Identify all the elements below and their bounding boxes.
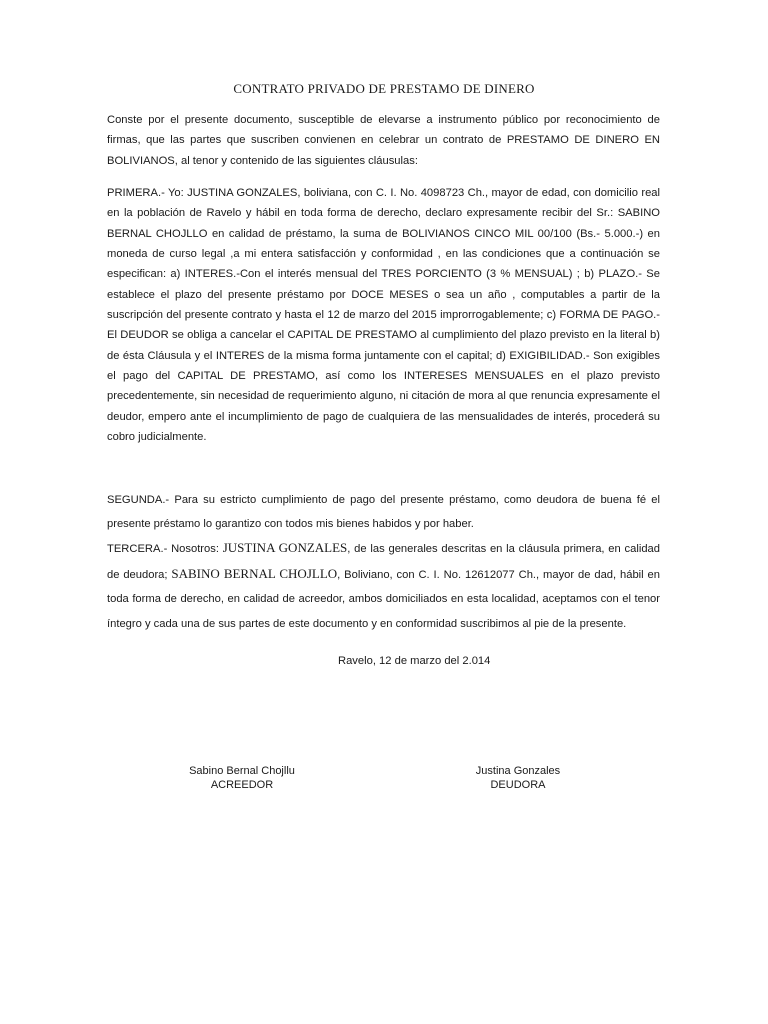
acreedor-name: SABINO BERNAL CHOJLLO	[171, 565, 338, 581]
signature-block-deudora	[458, 764, 578, 792]
intro-paragraph: Conste por el presente documento, susceptible de elevarse a instrumento público por reconocimiento de firmas, que las partes que suscriben convienen en celebrar un contrato de PRESTAMO DE DINERO EN BOLIVIANOS, al tenor y contenido de las siguientes cláusulas:	[107, 114, 660, 167]
tercera-text-3: , Boliviano, con C. I. No. 12612077 Ch., mayor de dad, hábil en toda forma de derecho, en calidad de acreedor, ambos domiciliados en esta localidad, aceptamos con el tenor íntegro y cada una de sus partes de este documento y en conformidad suscribimos al pie de la presente.	[107, 568, 660, 630]
document-title: CONTRATO PRIVADO DE PRESTAMO DE DINERO	[233, 81, 535, 96]
signature-block-acreedor	[180, 764, 304, 792]
clause-segunda: SEGUNDA.- Para su estricto cumplimiento de pago del presente préstamo, como deudora de buena fé el presente préstamo lo garantizo con todos mis bienes habidos y por haber.	[107, 494, 660, 530]
place-date: Ravelo, 12 de marzo del 2.014	[338, 655, 491, 667]
clause-primera: PRIMERA.- Yo: JUSTINA GONZALES, boliviana, con C. I. No. 4098723 Ch., mayor de edad, con domicilio real en la población de Ravelo y hábil en toda forma de derecho, declaro expresamente recibir del Sr.: SABINO BERNAL CHOJLLO en calidad de préstamo, la suma de BOLIVIANOS CINCO MIL 00/100 (Bs.- 5.000.-) en moneda de curso legal ,a mi entera satisfacción y conformidad , en las condiciones que a continuación se especifican: a) INTERES.-Con el interés mensual del TRES PORCIENTO (3 % MENSUAL) ; b) PLAZO.- Se establece el plazo del presente préstamo por DOCE MESES o sea un año , computables a partir de la suscripción del presente contrato y hasta el 12 de marzo del 2015 improrrogablemente; c) FORMA DE PAGO.- El DEUDOR se obliga a cancelar el CAPITAL DE PRESTAMO al cumplimiento del plazo previsto en la literal b) de ésta Cláusula y el INTERES de la misma forma juntamente con el capital; d) EXIGIBILIDAD.- Son exigibles el pago del CAPITAL DE PRESTAMO, así como los INTERESES MENSUALES en el plazo previsto precedentemente, sin necesidad de requerimiento alguno, ni citación de mora al que renuncia expresamente el deudor, empero ante el incumplimiento de pago de cualquiera de las mensualidades de interés, procederá su cobro judicialmente.	[107, 187, 660, 444]
deudora-name: JUSTINA GONZALES	[222, 540, 348, 555]
clause-tercera	[107, 536, 660, 636]
signature-role: ACREEDOR	[210, 779, 274, 791]
tercera-text-1: TERCERA.- Nosotros:	[107, 543, 223, 555]
signature-name: Justina Gonzales	[475, 765, 561, 777]
tercera-text-2: , de las generales descritas en la cláusula primera, en calidad de deudora;	[107, 543, 660, 581]
signature-role: DEUDORA	[490, 779, 546, 791]
signature-name: Sabino Bernal Chojllu	[189, 765, 295, 777]
